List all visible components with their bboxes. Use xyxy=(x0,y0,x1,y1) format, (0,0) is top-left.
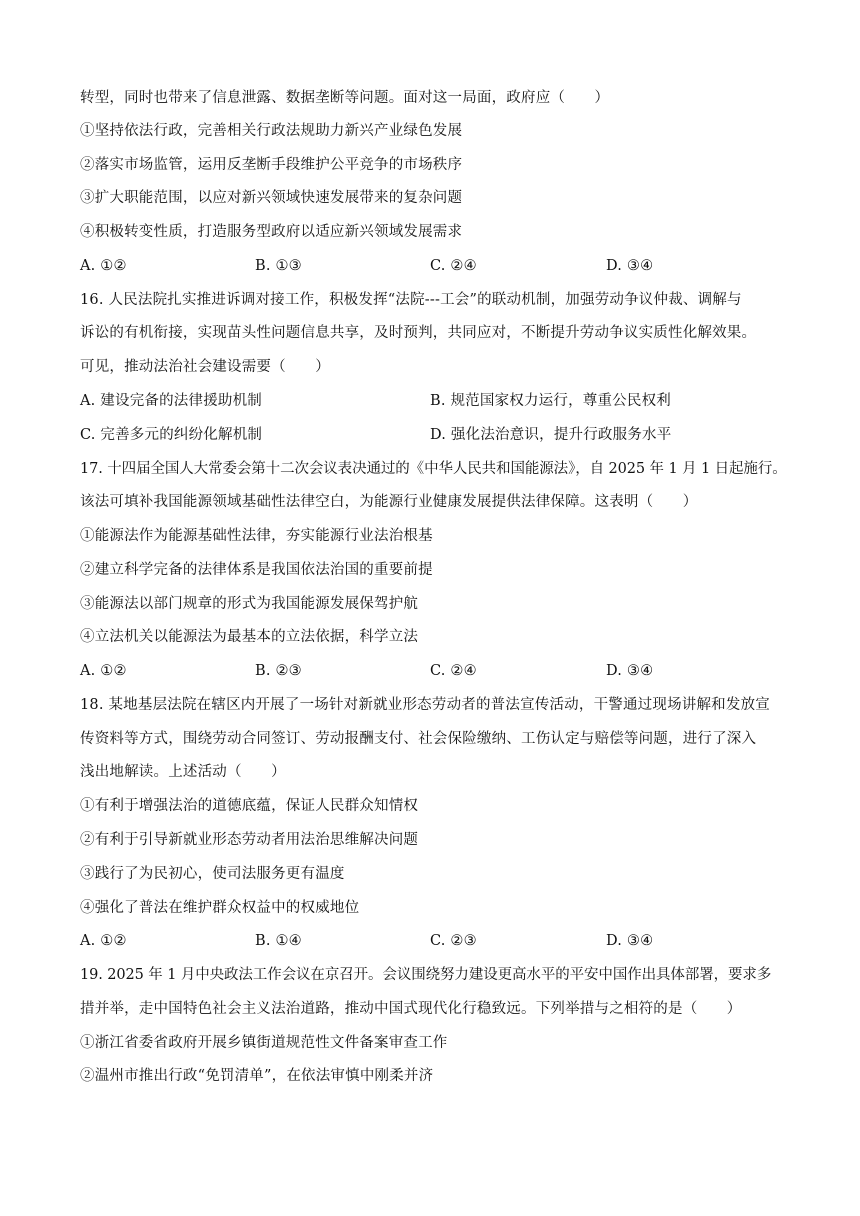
q15-statement-2: ②落实市场监管，运用反垄断手段维护公平竞争的市场秩序 xyxy=(80,157,463,173)
q18-stem-line-2: 传资料等方式，围绕劳动合同签订、劳动报酬支付、社会保险缴纳、工伤认定与赔偿等问题，进行了深入 xyxy=(80,731,757,747)
q17-option-d: D. ③④ xyxy=(606,663,654,679)
q15-stem-continuation: 转型，同时也带来了信息泄露、数据垄断等问题。面对这一局面，政府应（ ） xyxy=(80,90,610,106)
q16-option-a: A. 建设完备的法律援助机制 xyxy=(80,393,262,409)
q16-stem-line-3: 可见，推动法治社会建设需要（ ） xyxy=(80,359,330,375)
q17-statement-4: ④立法机关以能源法为最基本的立法依据，科学立法 xyxy=(80,629,419,645)
q16-stem-line-1: 16. 人民法院扎实推进诉调对接工作，积极发挥“法院---工会”的联动机制，加强劳动争议仲裁、调解与 xyxy=(80,292,742,308)
q15-option-a: A. ①② xyxy=(80,258,127,274)
q18-statement-4: ④强化了普法在维护群众权益中的权威地位 xyxy=(80,900,360,916)
q18-stem-line-1: 18. 某地基层法院在辖区内开展了一场针对新就业形态劳动者的普法宣传活动，干警通过现场讲解和发放宣 xyxy=(80,697,770,713)
q17-option-a: A. ①② xyxy=(80,663,127,679)
q18-option-a: A. ①② xyxy=(80,933,127,949)
q15-option-d: D. ③④ xyxy=(606,258,654,274)
q18-statement-1: ①有利于增强法治的道德底蕴，保证人民群众知情权 xyxy=(80,798,419,814)
q18-option-b: B. ①④ xyxy=(255,933,302,949)
q19-stem-line-2: 措并举，走中国特色社会主义法治道路，推动中国式现代化行稳致远。下列举措与之相符的是（ ） xyxy=(80,1001,742,1017)
q17-statement-3: ③能源法以部门规章的形式为我国能源发展保驾护航 xyxy=(80,596,419,612)
q18-statement-2: ②有利于引导新就业形态劳动者用法治思维解决问题 xyxy=(80,832,419,848)
q18-option-d: D. ③④ xyxy=(606,933,654,949)
q16-option-d: D. 强化法治意识，提升行政服务水平 xyxy=(430,427,672,443)
q15-option-c: C. ②④ xyxy=(430,258,477,274)
q15-statement-3: ③扩大职能范围，以应对新兴领域快速发展带来的复杂问题 xyxy=(80,190,463,206)
q17-option-c: C. ②④ xyxy=(430,663,477,679)
q18-stem-line-3: 浅出地解读。上述活动（ ） xyxy=(80,764,286,780)
q15-statement-4: ④积极转变性质，打造服务型政府以适应新兴领域发展需求 xyxy=(80,224,463,240)
q16-stem-line-2: 诉讼的有机衔接，实现苗头性问题信息共享，及时预判，共同应对，不断提升劳动争议实质性化解效果。 xyxy=(80,325,757,341)
q16-option-b: B. 规范国家权力运行，尊重公民权利 xyxy=(430,393,671,409)
q17-statement-1: ①能源法作为能源基础性法律，夯实能源行业法治根基 xyxy=(80,528,433,544)
q19-stem-line-1: 19. 2025 年 1 月中央政法工作会议在京召开。会议围绕努力建设更高水平的平安中国作出具体部署，要求多 xyxy=(80,967,772,983)
q15-statement-1: ①坚持依法行政，完善相关行政法规助力新兴产业绿色发展 xyxy=(80,123,463,139)
q19-statement-1: ①浙江省委省政府开展乡镇街道规范性文件备案审查工作 xyxy=(80,1035,448,1051)
q18-statement-3: ③践行了为民初心，使司法服务更有温度 xyxy=(80,866,345,882)
q15-option-b: B. ①③ xyxy=(255,258,302,274)
q17-statement-2: ②建立科学完备的法律体系是我国依法治国的重要前提 xyxy=(80,562,433,578)
q17-stem-line-1: 17. 十四届全国人大常委会第十二次会议表决通过的《中华人民共和国能源法》，自 2025 年 1 月 1 日起施行。 xyxy=(80,461,787,477)
q17-stem-line-2: 该法可填补我国能源领域基础性法律空白，为能源行业健康发展提供法律保障。这表明（ ） xyxy=(80,494,698,510)
q16-option-c: C. 完善多元的纠纷化解机制 xyxy=(80,427,263,443)
q18-option-c: C. ②③ xyxy=(430,933,477,949)
q19-statement-2: ②温州市推出行政“免罚清单”，在依法审慎中刚柔并济 xyxy=(80,1068,434,1084)
q17-option-b: B. ②③ xyxy=(255,663,302,679)
